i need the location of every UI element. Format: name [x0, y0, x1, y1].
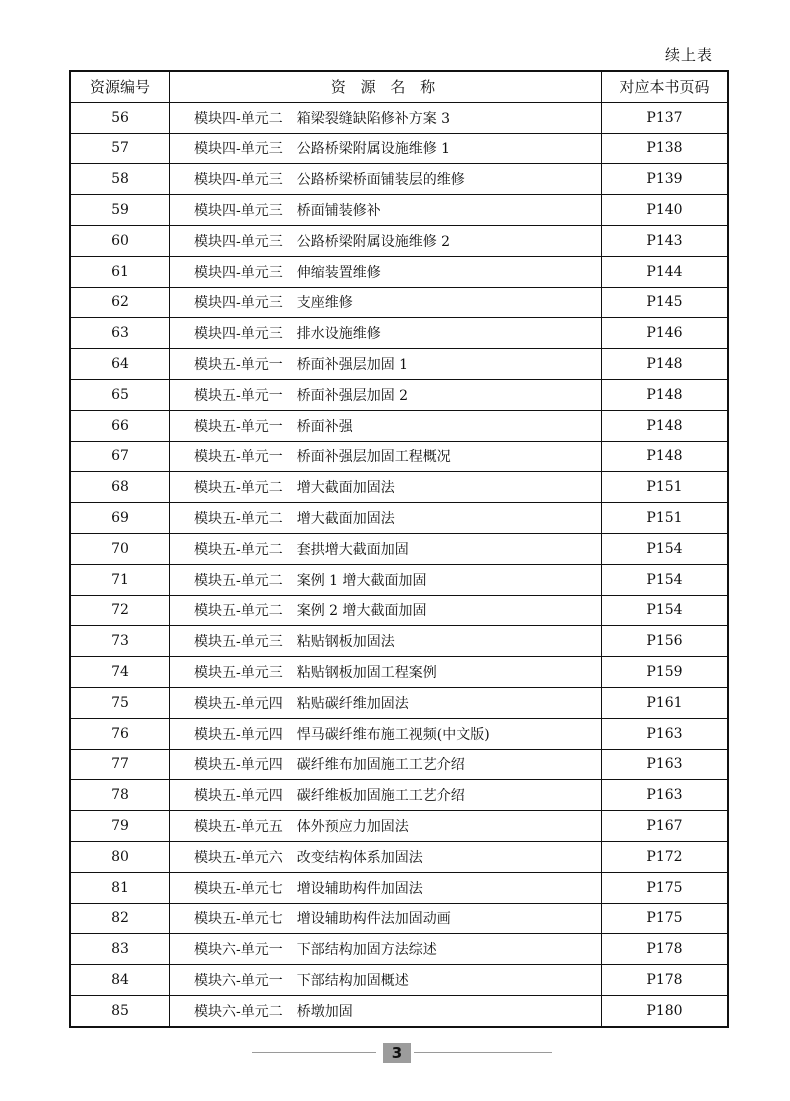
table-row [70, 287, 728, 318]
cell-resource-name-wrap [170, 410, 602, 441]
cell-resource-name: 模块四-单元三 桥面铺装修补 [194, 203, 381, 220]
header-resource-name: 资 源 名 称 [170, 71, 602, 102]
cell-page-ref: P144 [602, 256, 729, 287]
cell-resource-name: 模块五-单元三 粘贴钢板加固法 [194, 634, 395, 651]
cell-page-ref: P154 [602, 533, 729, 564]
cell-page-ref: P140 [602, 195, 729, 226]
cell-resource-id: 79 [70, 811, 170, 842]
cell-resource-name-wrap [170, 811, 602, 842]
cell-resource-name: 模块四-单元二 箱梁裂缝缺陷修补方案 3 [194, 110, 451, 127]
cell-resource-name-wrap [170, 934, 602, 965]
cell-resource-id: 58 [70, 164, 170, 195]
cell-page-ref: P138 [602, 133, 729, 164]
table-row [70, 533, 728, 564]
cell-page-ref: P139 [602, 164, 729, 195]
cell-page-ref: P143 [602, 225, 729, 256]
cell-resource-name: 模块四-单元三 支座维修 [194, 295, 353, 312]
cell-resource-name-wrap [170, 718, 602, 749]
table-row [70, 410, 728, 441]
table-row [70, 503, 728, 534]
cell-page-ref: P154 [602, 595, 729, 626]
table-row [70, 195, 728, 226]
cell-page-ref: P148 [602, 349, 729, 380]
cell-resource-id: 65 [70, 379, 170, 410]
cell-page-ref: P180 [602, 995, 729, 1026]
footer-rule-right [414, 1052, 552, 1053]
resource-table [69, 70, 729, 1028]
cell-resource-id: 64 [70, 349, 170, 380]
page-footer [0, 1043, 790, 1063]
table-row [70, 934, 728, 965]
cell-resource-name-wrap [170, 595, 602, 626]
cell-resource-name-wrap [170, 657, 602, 688]
table-row [70, 903, 728, 934]
table-row [70, 441, 728, 472]
cell-resource-id: 60 [70, 225, 170, 256]
table-row [70, 595, 728, 626]
cell-resource-name: 模块五-单元二 套拱增大截面加固 [194, 541, 409, 558]
cell-page-ref: P163 [602, 718, 729, 749]
cell-page-ref: P178 [602, 965, 729, 996]
cell-resource-name: 模块五-单元三 粘贴钢板加固工程案例 [194, 665, 437, 682]
cell-page-ref: P154 [602, 564, 729, 595]
cell-resource-id: 85 [70, 995, 170, 1026]
cell-resource-name: 模块五-单元六 改变结构体系加固法 [194, 849, 423, 866]
table-row [70, 687, 728, 718]
cell-resource-name-wrap [170, 256, 602, 287]
cell-resource-id: 83 [70, 934, 170, 965]
cell-resource-name-wrap [170, 318, 602, 349]
cell-page-ref: P151 [602, 503, 729, 534]
cell-resource-id: 78 [70, 780, 170, 811]
cell-page-ref: P145 [602, 287, 729, 318]
cell-resource-name: 模块五-单元四 碳纤维板加固施工工艺介绍 [194, 788, 465, 805]
table-row [70, 256, 728, 287]
footer-rule-left [252, 1052, 376, 1053]
table-header-row [70, 71, 728, 102]
cell-resource-name-wrap [170, 472, 602, 503]
cell-resource-id: 80 [70, 841, 170, 872]
cell-page-ref: P156 [602, 626, 729, 657]
cell-resource-name-wrap [170, 133, 602, 164]
cell-resource-name-wrap [170, 533, 602, 564]
cell-resource-id: 59 [70, 195, 170, 226]
cell-resource-name: 模块五-单元一 桥面补强层加固工程概况 [194, 449, 451, 466]
table-row [70, 133, 728, 164]
table-row [70, 472, 728, 503]
table-row [70, 811, 728, 842]
cell-resource-name-wrap [170, 102, 602, 133]
cell-resource-name-wrap [170, 780, 602, 811]
cell-resource-name-wrap [170, 995, 602, 1026]
cell-resource-name-wrap [170, 441, 602, 472]
cell-resource-name-wrap [170, 626, 602, 657]
table-row [70, 626, 728, 657]
cell-resource-id: 75 [70, 687, 170, 718]
cell-resource-name-wrap [170, 903, 602, 934]
cell-resource-name: 模块五-单元二 增大截面加固法 [194, 511, 395, 528]
cell-resource-id: 76 [70, 718, 170, 749]
cell-resource-name: 模块六-单元二 桥墩加固 [194, 1003, 353, 1020]
cell-page-ref: P137 [602, 102, 729, 133]
page-number: 3 [383, 1043, 411, 1063]
table-row [70, 349, 728, 380]
cell-page-ref: P175 [602, 903, 729, 934]
cell-resource-name-wrap [170, 687, 602, 718]
cell-resource-id: 71 [70, 564, 170, 595]
cell-resource-id: 84 [70, 965, 170, 996]
table-row [70, 318, 728, 349]
continued-label: 续上表 [664, 46, 713, 64]
cell-resource-id: 74 [70, 657, 170, 688]
cell-page-ref: P161 [602, 687, 729, 718]
cell-resource-id: 72 [70, 595, 170, 626]
table-body [70, 102, 728, 1026]
cell-resource-name: 模块五-单元七 增设辅助构件加固法 [194, 880, 423, 897]
cell-page-ref: P151 [602, 472, 729, 503]
cell-resource-name: 模块五-单元二 案例 2 增大截面加固 [194, 603, 427, 620]
cell-page-ref: P148 [602, 379, 729, 410]
cell-resource-name-wrap [170, 349, 602, 380]
cell-page-ref: P163 [602, 749, 729, 780]
cell-resource-name: 模块四-单元三 公路桥梁桥面铺装层的维修 [194, 172, 465, 189]
cell-page-ref: P172 [602, 841, 729, 872]
cell-page-ref: P178 [602, 934, 729, 965]
cell-resource-name-wrap [170, 195, 602, 226]
table-row [70, 379, 728, 410]
cell-resource-name: 模块五-单元二 案例 1 增大截面加固 [194, 572, 427, 589]
cell-resource-name: 模块四-单元三 公路桥梁附属设施维修 1 [194, 141, 451, 158]
cell-resource-name: 模块五-单元二 增大截面加固法 [194, 480, 395, 497]
cell-resource-name-wrap [170, 503, 602, 534]
cell-resource-name: 模块五-单元四 粘贴碳纤维加固法 [194, 695, 409, 712]
cell-resource-name: 模块六-单元一 下部结构加固方法综述 [194, 942, 437, 959]
cell-resource-id: 63 [70, 318, 170, 349]
cell-resource-id: 67 [70, 441, 170, 472]
cell-resource-id: 81 [70, 872, 170, 903]
cell-resource-name: 模块五-单元一 桥面补强 [194, 418, 353, 435]
cell-page-ref: P175 [602, 872, 729, 903]
cell-resource-id: 66 [70, 410, 170, 441]
header-page-ref: 对应本书页码 [602, 71, 729, 102]
cell-resource-name-wrap [170, 287, 602, 318]
cell-resource-id: 70 [70, 533, 170, 564]
table-row [70, 872, 728, 903]
cell-resource-name: 模块四-单元三 排水设施维修 [194, 326, 381, 343]
cell-page-ref: P159 [602, 657, 729, 688]
cell-resource-id: 61 [70, 256, 170, 287]
table-row [70, 164, 728, 195]
cell-resource-id: 73 [70, 626, 170, 657]
cell-page-ref: P146 [602, 318, 729, 349]
cell-resource-name: 模块四-单元三 公路桥梁附属设施维修 2 [194, 233, 451, 250]
cell-page-ref: P148 [602, 410, 729, 441]
cell-resource-name: 模块五-单元七 增设辅助构件法加固动画 [194, 911, 451, 928]
table-row [70, 749, 728, 780]
cell-resource-id: 56 [70, 102, 170, 133]
cell-resource-name: 模块六-单元一 下部结构加固概述 [194, 973, 409, 989]
cell-page-ref: P148 [602, 441, 729, 472]
cell-resource-name: 模块五-单元一 桥面补强层加固 2 [194, 387, 409, 404]
cell-resource-name: 模块五-单元一 桥面补强层加固 1 [194, 357, 409, 374]
cell-resource-name: 模块四-单元三 伸缩装置维修 [194, 264, 381, 281]
cell-resource-name: 模块五-单元四 碳纤维布加固施工工艺介绍 [194, 757, 465, 774]
cell-resource-name-wrap [170, 749, 602, 780]
cell-resource-name-wrap [170, 379, 602, 410]
table-row [70, 995, 728, 1026]
cell-page-ref: P163 [602, 780, 729, 811]
cell-resource-id: 69 [70, 503, 170, 534]
table-row [70, 102, 728, 133]
cell-resource-name-wrap [170, 841, 602, 872]
cell-resource-name-wrap [170, 965, 602, 996]
cell-page-ref: P167 [602, 811, 729, 842]
cell-resource-id: 62 [70, 287, 170, 318]
cell-resource-name-wrap [170, 164, 602, 195]
cell-resource-id: 77 [70, 749, 170, 780]
table-row [70, 965, 728, 996]
table-row [70, 564, 728, 595]
table-row [70, 841, 728, 872]
cell-resource-name: 模块五-单元五 体外预应力加固法 [194, 819, 409, 836]
cell-resource-id: 68 [70, 472, 170, 503]
cell-resource-name-wrap [170, 872, 602, 903]
table-row [70, 718, 728, 749]
header-resource-id: 资源编号 [70, 71, 170, 102]
cell-resource-name-wrap [170, 564, 602, 595]
cell-resource-id: 57 [70, 133, 170, 164]
table-row [70, 780, 728, 811]
cell-resource-name-wrap [170, 225, 602, 256]
cell-resource-name: 模块五-单元四 悍马碳纤维布施工视频(中文版) [194, 726, 490, 743]
table-row [70, 657, 728, 688]
cell-resource-id: 82 [70, 903, 170, 934]
table-row [70, 225, 728, 256]
